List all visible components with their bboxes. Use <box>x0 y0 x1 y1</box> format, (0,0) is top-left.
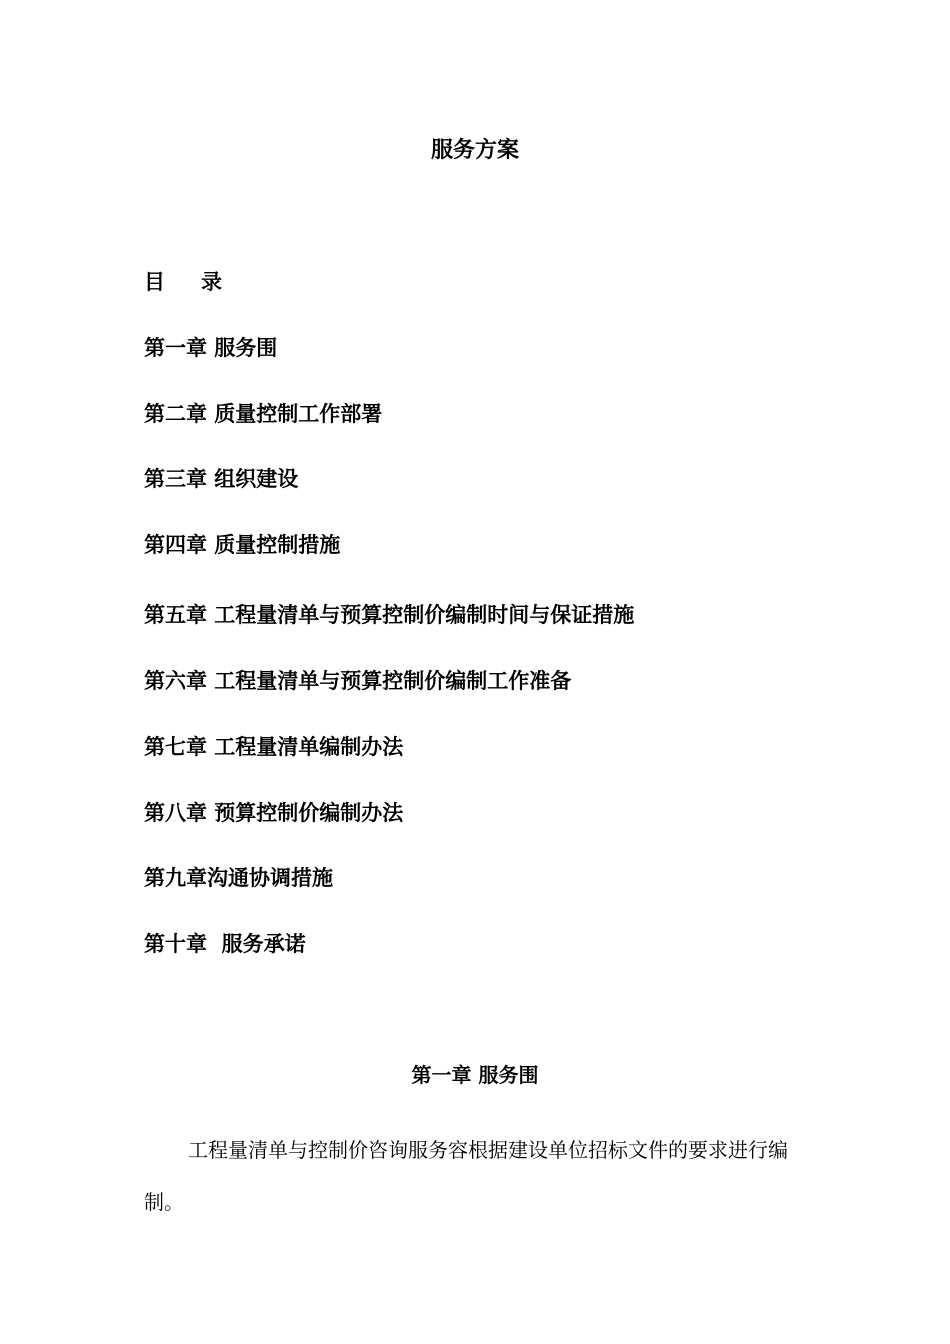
document-title: 服务方案 <box>430 138 519 163</box>
chapter-1-paragraph: 工程量清单与控制价咨询服务容根据建设单位招标文件的要求进行编制。 <box>144 1138 788 1214</box>
toc-heading <box>144 268 222 296</box>
toc-item-chapter-10: 第十章 服务承诺 <box>144 932 306 956</box>
toc-item-chapter-5: 第五章 工程量清单与预算控制价编制时间与保证措施 <box>144 603 635 627</box>
toc-item-chapter-2: 第二章 质量控制工作部署 <box>144 402 383 426</box>
toc-item-chapter-3: 第三章 组织建设 <box>144 467 299 491</box>
toc-item-chapter-8: 第八章 预算控制价编制办法 <box>144 801 404 825</box>
toc-heading-left: 目 <box>144 270 165 294</box>
toc-item-chapter-9: 第九章沟通协调措施 <box>144 866 333 890</box>
toc-heading-right: 录 <box>201 270 222 294</box>
toc-item-chapter-7: 第七章 工程量清单编制办法 <box>144 735 404 759</box>
toc-item-chapter-4: 第四章 质量控制措施 <box>144 533 341 557</box>
toc-item-chapter-6: 第六章 工程量清单与预算控制价编制工作准备 <box>144 669 572 693</box>
toc-item-chapter-1: 第一章 服务围 <box>144 336 278 360</box>
chapter-1-title: 第一章 服务围 <box>411 1063 539 1087</box>
